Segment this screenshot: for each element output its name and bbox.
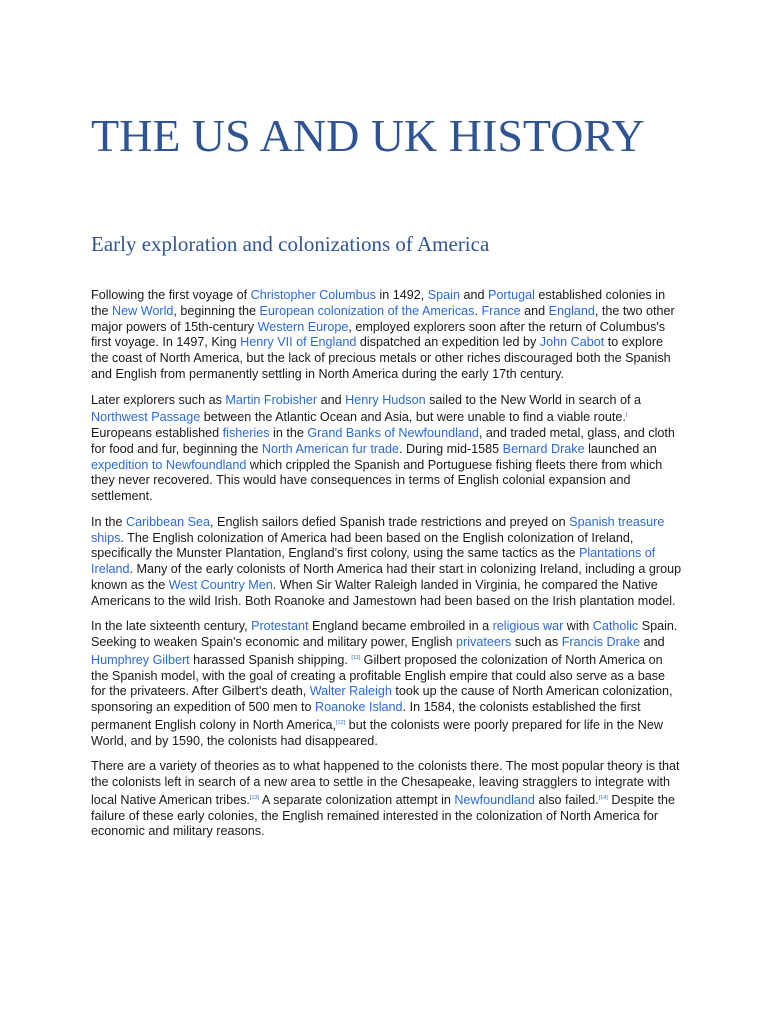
article-link[interactable]: Christopher Columbus — [250, 288, 376, 302]
article-link[interactable]: Western Europe — [257, 319, 349, 334]
article-link[interactable]: England — [548, 303, 595, 318]
article-link[interactable]: Walter Raleigh — [309, 684, 392, 699]
text-run: established colonies in the — [91, 288, 666, 318]
text-run: which crippled the Spanish and Portuguese fishing fleets there from which they never recovered. This would have consequences in terms of English colonial expansion and settlement. — [91, 457, 663, 503]
article-link[interactable]: West Country Men — [168, 577, 273, 592]
text-run: harassed Spanish shipping. — [189, 652, 352, 667]
text-run: In the late sixteenth century, — [91, 619, 252, 634]
text-run: and — [520, 303, 549, 318]
article-link[interactable]: Humphrey Gilbert — [91, 652, 190, 667]
text-run: sailed to the New World in search of a — [425, 392, 641, 407]
text-run: . The English colonization of America had been based on the English colonization of Ireland, specifically the Munster Plantation, England's first colony, using the same tactics as the — [91, 530, 634, 561]
article-link[interactable]: Newfoundland — [454, 792, 535, 807]
article-link[interactable]: Protestant — [251, 619, 309, 634]
article-link[interactable]: Grand Banks of Newfoundland — [307, 426, 479, 440]
text-run: In the — [91, 514, 127, 529]
article-link[interactable]: privateers — [456, 635, 512, 649]
text-run: . During mid-1585 — [399, 441, 503, 456]
paragraph — [91, 515, 683, 610]
paragraph — [91, 393, 683, 505]
article-link[interactable]: Catholic — [592, 619, 639, 634]
text-run: There are a variety of theories as to what happened to the colonists there. The most popular theory is that the colonists left in search of a new area to settle in the Chesapeake, leaving stragglers to integrate with local Native American tribes. — [91, 759, 680, 807]
article-link[interactable]: Northwest Passage — [91, 410, 201, 425]
paragraph — [91, 288, 683, 383]
text-run: Despite the failure of these early colonies, the English remained interested in the colonization of North America for economic and military reasons. — [91, 792, 676, 839]
article-link[interactable]: Henry Hudson — [345, 392, 426, 407]
text-run: between the Atlantic Ocean and Asia, but were unable to find a viable route. — [200, 410, 626, 425]
article-link[interactable]: Caribbean Sea — [126, 514, 211, 529]
text-run: Gilbert proposed the colonization of North America on the Spanish model, with the goal of creating a profitable English empire that could also serve as a base for the privateers. After Gilbert's death, — [91, 652, 666, 699]
article-body — [91, 288, 683, 850]
document-title: THE US AND UK HISTORY — [91, 110, 645, 161]
text-run: in the — [269, 426, 308, 440]
citation-link[interactable]: [12] — [336, 719, 346, 726]
citation-link[interactable]: [13] — [249, 794, 260, 801]
text-run: , the two other major powers of 15th-century — [91, 303, 675, 334]
text-run: . When Sir Walter Raleigh landed in Virginia, he compared the Native Americans to the wild Irish. Both Roanoke and Jamestown had been based on the Irish plantation model. — [91, 577, 676, 608]
article-link[interactable]: Henry VII of England — [240, 335, 357, 350]
text-run: to explore the coast of North America, but the lack of precious metals or other riches discouraged both the Spanish and English from permanently settling in North America during the early 17th century. — [91, 335, 671, 381]
article-link[interactable]: Spain — [427, 288, 460, 302]
text-run: Later explorers such as — [91, 392, 226, 407]
article-link[interactable]: Martin Frobisher — [225, 392, 318, 407]
text-run: such as — [511, 635, 562, 649]
article-link[interactable]: Plantations of Ireland — [91, 546, 656, 576]
text-run: , and traded metal, glass, and cloth for food and fur, beginning the — [91, 426, 675, 456]
article-link[interactable]: North American fur trade — [261, 441, 400, 456]
text-run: launched an — [584, 441, 657, 456]
citation-link[interactable]: [ — [625, 412, 628, 419]
text-run: . In 1584, the colonists established the first permanent English colony in North America, — [91, 700, 641, 732]
text-run: , beginning the — [173, 303, 260, 318]
article-link[interactable]: Francis Drake — [561, 635, 641, 649]
text-run: Europeans established — [91, 426, 223, 440]
section-heading: Early exploration and colonizations of America — [91, 232, 490, 256]
article-link[interactable]: France — [481, 303, 521, 318]
article-link[interactable]: European colonization of the Americas — [259, 303, 475, 318]
article-link[interactable]: John Cabot — [539, 335, 605, 350]
text-run: also failed. — [534, 792, 599, 807]
paragraph — [91, 759, 683, 840]
text-run: took up the cause of North American colonization, sponsoring an expedition of 500 men to — [91, 684, 673, 714]
citation-link[interactable]: [11] — [351, 654, 361, 661]
text-run: dispatched an expedition led by — [356, 335, 540, 350]
text-run: , employed explorers soon after the return of Columbus's first voyage. In 1497, King — [91, 319, 666, 350]
text-run: Spain. Seeking to weaken Spain's economic and military power, English — [91, 619, 678, 649]
article-link[interactable]: Bernard Drake — [502, 441, 585, 456]
text-run: A separate colonization attempt in — [259, 792, 455, 807]
article-link[interactable]: religious war — [492, 619, 564, 634]
paragraph — [91, 619, 683, 749]
article-link[interactable]: Roanoke Island — [315, 700, 403, 714]
text-run: England became embroiled in a — [308, 619, 493, 634]
text-run: in 1492, — [375, 288, 428, 302]
text-run: but the colonists were poorly prepared for life in the New World, and by 1590, the colonists had disappeared. — [91, 717, 663, 748]
article-link[interactable]: Portugal — [487, 288, 535, 302]
article-link[interactable]: expedition to Newfoundland — [91, 457, 247, 472]
citation-link[interactable]: [14] — [598, 794, 608, 801]
text-run: and — [459, 288, 488, 302]
text-run: with — [563, 619, 593, 634]
article-link[interactable]: New World — [112, 303, 174, 318]
text-run: , English sailors defied Spanish trade restrictions and preyed on — [210, 514, 570, 529]
article-link[interactable]: fisheries — [222, 426, 270, 440]
text-run: Following the first voyage of — [91, 288, 251, 302]
text-run: . Many of the early colonists of North America had their start in colonizing Ireland, including a group known as the — [91, 562, 682, 592]
text-run: . — [474, 303, 482, 318]
text-run: and — [317, 392, 346, 407]
article-link[interactable]: Spanish treasure ships — [91, 514, 665, 545]
text-run: and — [640, 635, 665, 649]
